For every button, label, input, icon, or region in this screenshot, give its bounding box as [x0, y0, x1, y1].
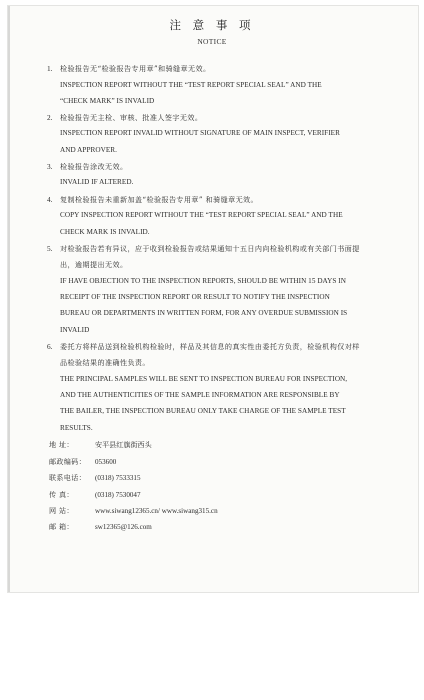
item-number: 2. [47, 113, 53, 122]
item-text-cn: 委托方将样品送到检验机构检验时，样品及其信息的真实性由委托方负责，检验机构仅对样 [60, 342, 360, 351]
item-text-en: “CHECK MARK” IS INVALID [60, 97, 155, 105]
page-edge [8, 6, 10, 592]
item-text-en: RECEIPT OF THE INSPECTION REPORT OR RESULT TO NOTIFY THE INSPECTION [60, 293, 330, 301]
item-text-cn: 检验报告涂改无效。 [60, 162, 128, 171]
contact-value: (0318) 7533315 [95, 474, 141, 482]
item-text-en: RESULTS. [60, 424, 93, 432]
item-text-en: INVALID IF ALTERED. [60, 178, 134, 186]
item-text-en: COPY INSPECTION REPORT WITHOUT THE “TEST REPORT SPECIAL SEAL” AND THE [60, 211, 343, 219]
contact-email [49, 522, 152, 532]
contact-value: (0318) 7530047 [95, 491, 141, 499]
page-title: 注 意 事 项 [169, 18, 255, 32]
item-text-en: THE BAILER, THE INSPECTION BUREAU ONLY TAKE CHARGE OF THE SAMPLE TEST [60, 407, 346, 415]
item-text-cn: 复制检验报告未重新加盖“检验报告专用章” 和骑缝章无效。 [60, 195, 259, 204]
item-number: 5. [47, 244, 53, 253]
contact-value: sw12365@126.com [95, 523, 152, 531]
item-text-en: AND APPROVER. [60, 146, 117, 154]
item-number: 6. [47, 342, 53, 351]
contact-phone [49, 473, 141, 483]
item-text-en: CHECK MARK IS INVALID. [60, 228, 150, 236]
item-text-en: INVALID [60, 326, 90, 334]
contact-address [49, 440, 152, 450]
contact-value: 安平县红旗街西头 [95, 441, 152, 449]
item-text-cn: 品检验结果的准确性负责。 [60, 358, 150, 367]
item-text-en: BUREAU OR DEPARTMENTS IN WRITTEN FORM, FOR ANY OVERDUE SUBMISSION IS [60, 309, 348, 317]
item-text-cn: 对检验报告若有异议，应于收到检验报告或结果通知十五日内向检验机构或有关部门书面提 [60, 244, 360, 253]
contact-label: 传 真： [49, 490, 74, 499]
contact-label: 网 站： [49, 506, 74, 515]
contact-label: 邮 箱： [49, 522, 74, 531]
contact-website [49, 506, 218, 516]
item-text-en: INSPECTION REPORT WITHOUT THE “TEST REPORT SPECIAL SEAL” AND THE [60, 81, 322, 89]
contact-value: www.siwang12365.cn/ www.siwang315.cn [95, 507, 218, 515]
contact-label: 地 址： [49, 440, 74, 449]
contact-label: 邮政编码： [49, 457, 86, 466]
item-number: 4. [47, 195, 53, 204]
item-text-cn: 检验报告无主检、审核、批准人签字无效。 [60, 113, 203, 122]
item-number: 1. [47, 64, 53, 73]
item-text-cn: 检验报告无“检验报告专用章”和骑缝章无效。 [60, 64, 211, 73]
page-subtitle: NOTICE [197, 37, 227, 46]
item-text-en: IF HAVE OBJECTION TO THE INSPECTION REPORTS, SHOULD BE WITHIN 15 DAYS IN [60, 277, 346, 285]
item-text-en: AND THE AUTHENTICITIES OF THE SAMPLE INFORMATION ARE RESPONSIBLE BY [60, 391, 340, 399]
contact-postcode [49, 457, 116, 467]
item-text-cn: 出，逾期提出无效。 [60, 260, 128, 269]
contact-value: 053600 [95, 458, 117, 466]
item-text-en: THE PRINCIPAL SAMPLES WILL BE SENT TO INSPECTION BUREAU FOR INSPECTION, [60, 375, 348, 383]
item-text-en: INSPECTION REPORT INVALID WITHOUT SIGNATURE OF MAIN INSPECT, VERIFIER [60, 129, 340, 137]
contact-label: 联系电话： [49, 473, 86, 482]
item-number: 3. [47, 162, 53, 171]
contact-fax [49, 490, 141, 500]
